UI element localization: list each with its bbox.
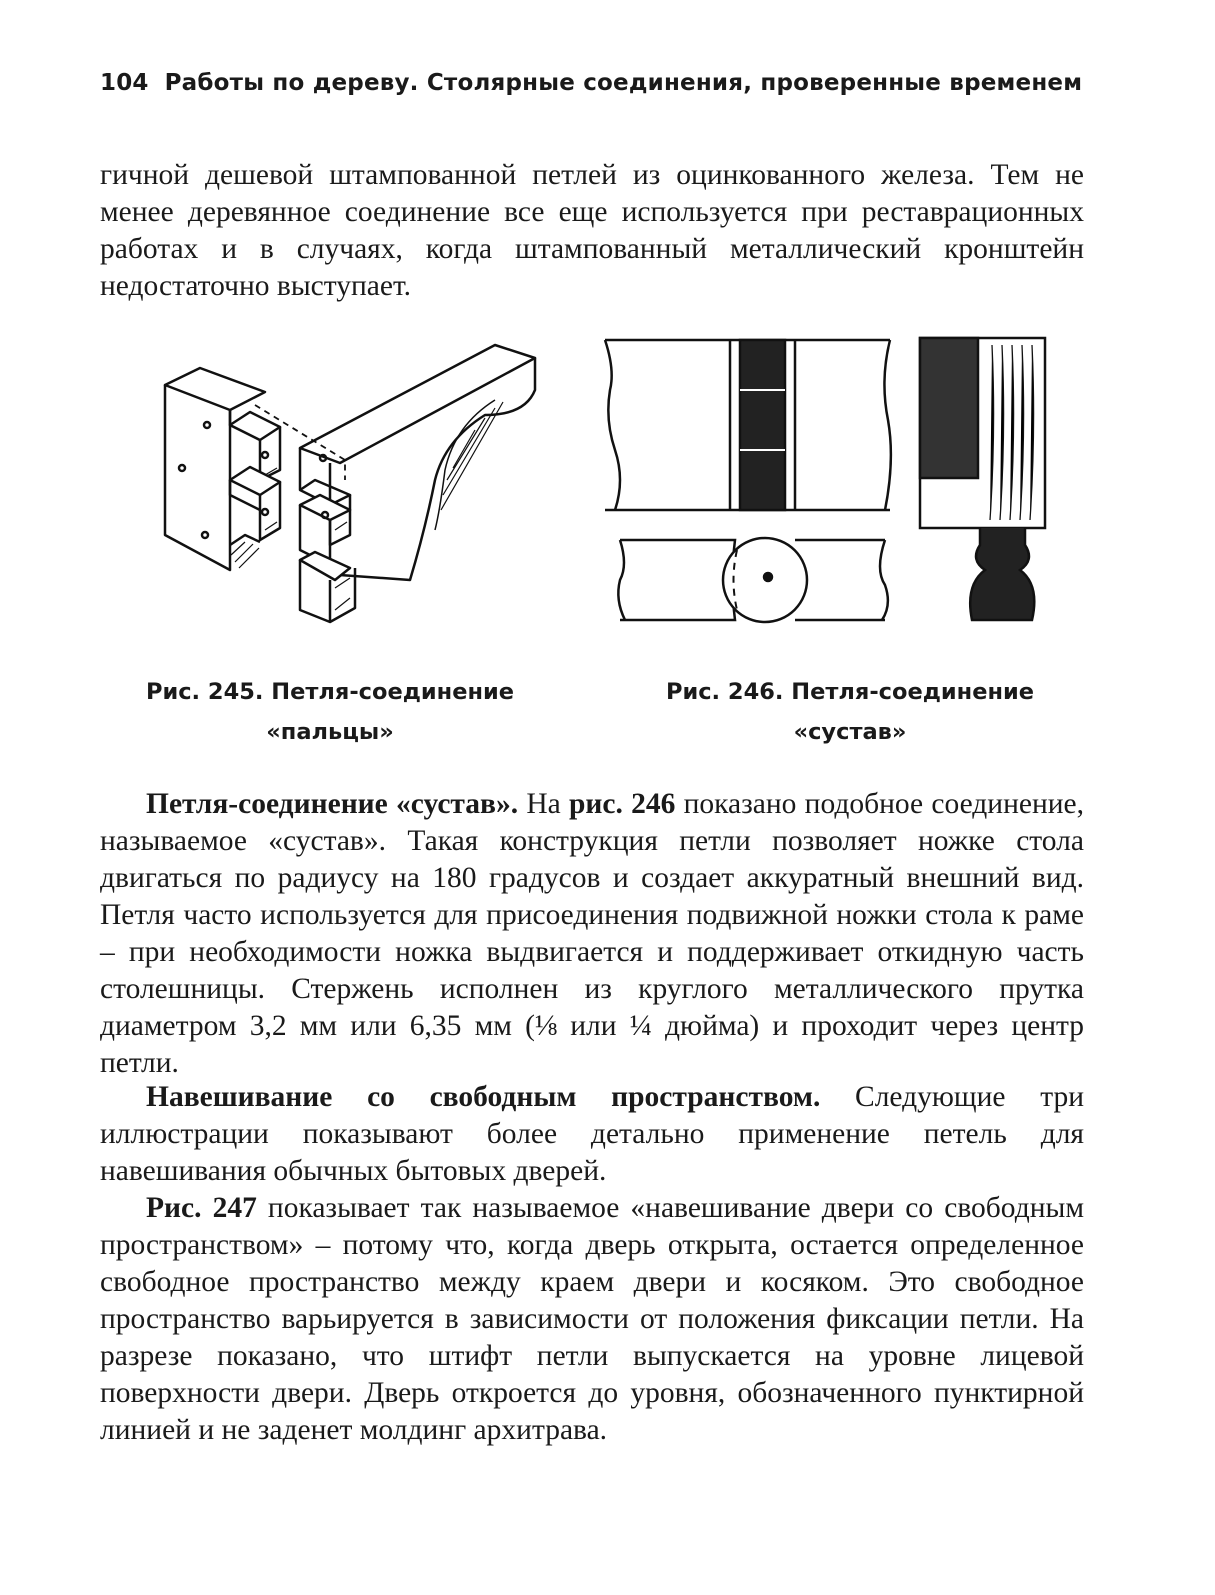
- paragraph-heading: Навешивание со свободным пространством.: [146, 1081, 821, 1113]
- paragraph-knuckle-joint: [100, 786, 1084, 1082]
- running-head: [100, 70, 1100, 96]
- intro-paragraph: гичной дешевой штампованной петлей из оцинкованного железа. Тем не менее деревянное соединение все еще используется при реставрационных работах и в случаях, когда штампованный металлический кронштейн недостаточно выступает.: [100, 159, 1084, 302]
- paragraph-heading: Петля-соединение «сустав».: [146, 788, 519, 820]
- knuckle-joint-illustration: [600, 330, 1065, 640]
- paragraph-text: На: [518, 788, 569, 820]
- figure-246-knuckle-joint: [600, 330, 1065, 640]
- paragraph-free-space-hanging: [100, 1079, 1084, 1190]
- paragraph-text: показано подобное соединение, называемое «сустав». Такая конструкция петли позволяет ножке стола двигаться по радиусу на 180 градусов и создает аккуратный внешний вид. Петля часто используется для присоединения подвижной ножки стола к раме – при необходимости ножка выдвигается и поддерживает откидную часть столешницы. Стержень исполнен из круглого металлического прутка диаметром 3,2 мм или 6,35 мм (⅛ или ¼ дюйма) и проходит через центр петли.: [100, 788, 1084, 1079]
- paragraph-text: показывает так называемое «навешивание двери со свободным пространством» – потому что, когда дверь открыта, остается определенное свободное пространство между краем двери и косяком. Это свободное пространство варьируется в зависимости от положения фиксации петли. На разрезе показано, что штифт петли выпускается на уровне лицевой поверхности двери. Дверь откроется до уровня, обозначенного пунктирной линией и не заденет молдинг архитрава.: [100, 1192, 1084, 1446]
- finger-joint-illustration: [155, 330, 545, 630]
- caption-246-line2: «сустав»: [793, 719, 907, 745]
- running-title: Работы по дереву. Столярные соединения, проверенные временем: [164, 70, 1083, 96]
- caption-246-line1: Рис. 246. Петля-соединение: [665, 679, 1035, 705]
- caption-245-line2: «пальцы»: [266, 719, 394, 745]
- figure-reference: Рис. 247: [146, 1192, 257, 1224]
- page-number: 104: [100, 70, 149, 96]
- caption-245-line1: Рис. 245. Петля-соединение: [145, 679, 515, 705]
- figure-reference: рис. 246: [568, 788, 676, 820]
- figure-246-caption: [640, 672, 1060, 752]
- figure-245-finger-joint: [155, 330, 545, 630]
- figure-245-caption: [120, 672, 540, 752]
- paragraph-text: Следующие три иллюстрации показывают более детально применение петель для навешивания обычных бытовых дверей.: [100, 1081, 1084, 1187]
- paragraph-figure-247: [100, 1190, 1084, 1449]
